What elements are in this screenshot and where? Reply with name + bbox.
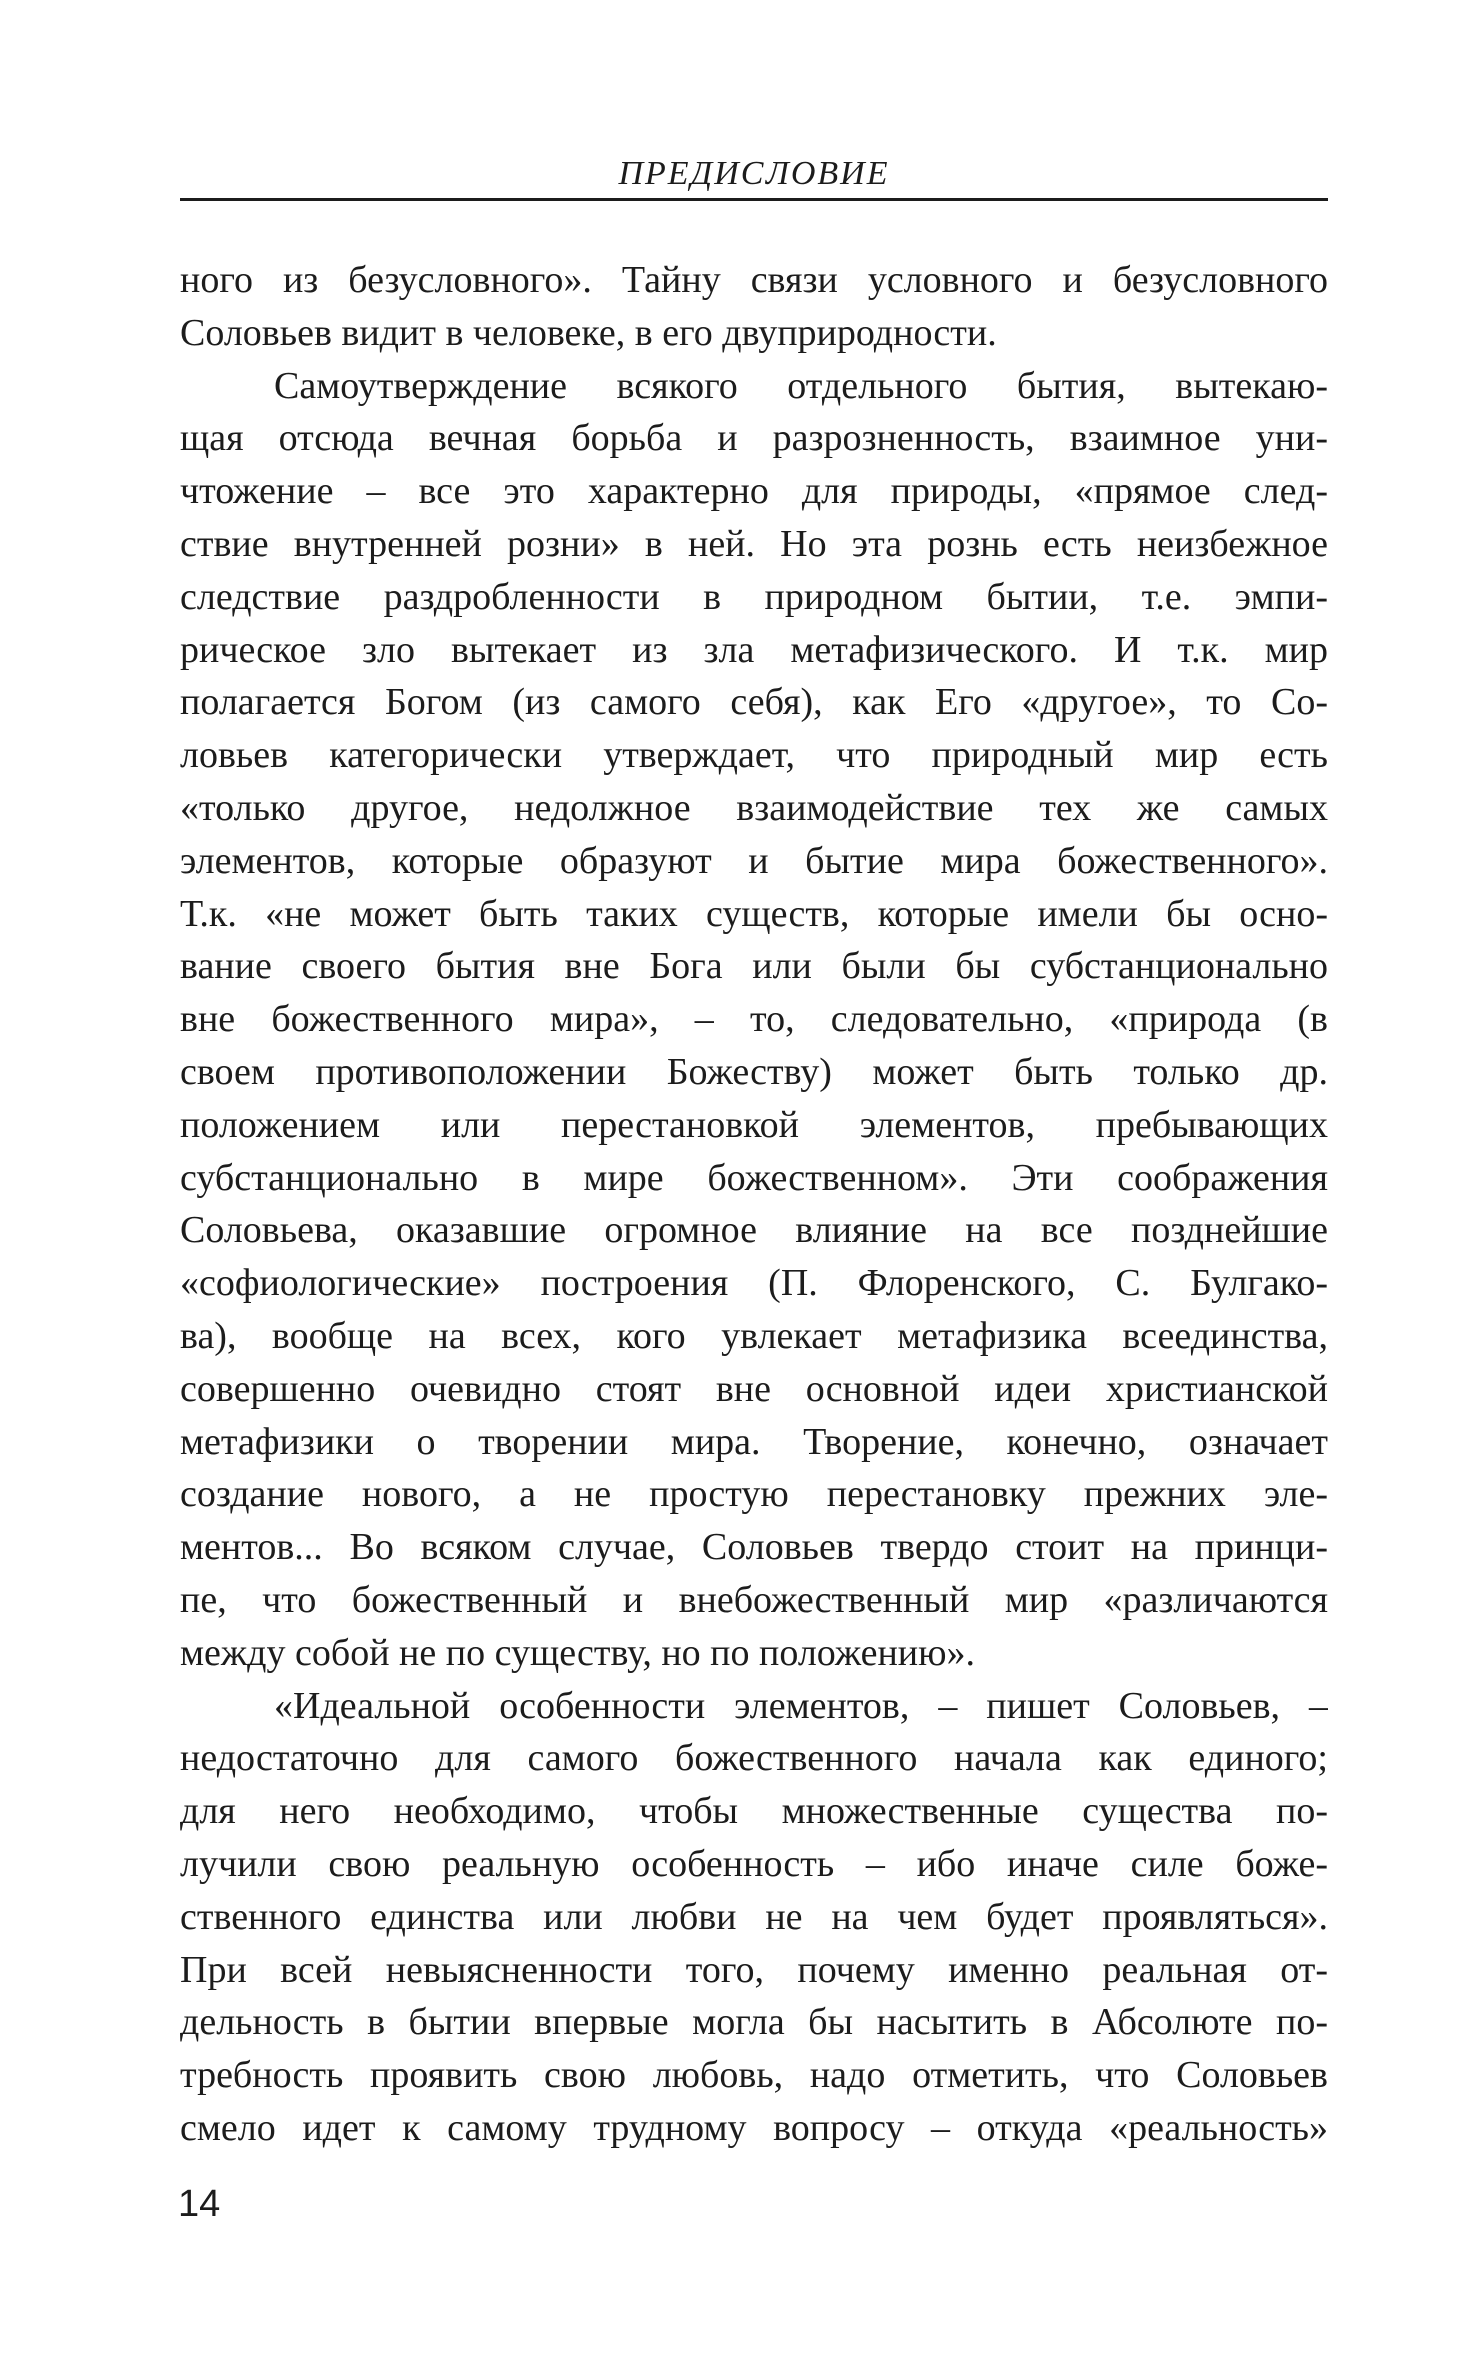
text-line: Т.к. «не может быть таких существ, которые имели бы осно- bbox=[180, 892, 1328, 935]
text-line: элементов, которые образуют и бытие мира божественного». bbox=[180, 839, 1328, 882]
text-line: вне божественного мира», – то, следовательно, «природа (в bbox=[180, 998, 1328, 1041]
text-line: создание нового, а не простую перестановку прежних эле- bbox=[180, 1473, 1328, 1516]
text-line: ва), вообще на всех, кого увлекает метафизика всеединства, bbox=[180, 1314, 1328, 1357]
text-line: рическое зло вытекает из зла метафизического. И т.к. мир bbox=[180, 628, 1328, 671]
text-line: своем противоположении Божеству) может быть только др. bbox=[180, 1050, 1328, 1093]
text-line: требность проявить свою любовь, надо отметить, что Соловьев bbox=[180, 2054, 1328, 2097]
text-line: совершенно очевидно стоят вне основной идеи христианской bbox=[180, 1367, 1328, 1410]
text-line: Соловьев видит в человеке, в его двуприродности. bbox=[180, 311, 997, 354]
text-line: для него необходимо, чтобы множественные существа по- bbox=[180, 1790, 1328, 1833]
text-line: ного из безусловного». Тайну связи условного и безусловного bbox=[180, 259, 1328, 301]
text-line: ствие внутренней розни» в ней. Но эта рознь есть неизбежное bbox=[180, 522, 1328, 565]
text-line: чтожение – все это характерно для природы, «прямое след- bbox=[180, 470, 1328, 513]
text-line: щая отсюда вечная борьба и разрозненность, взаимное уни- bbox=[180, 417, 1328, 460]
text-line: положением или перестановкой элементов, пребывающих bbox=[180, 1103, 1328, 1146]
text-line: «Идеальной особенности элементов, – пишет Соловьев, – bbox=[274, 1684, 1328, 1727]
text-line: «софиологические» построения (П. Флоренского, С. Булгако- bbox=[180, 1262, 1328, 1305]
text-line: ственного единства или любви не на чем будет проявляться». bbox=[180, 1895, 1328, 1938]
text-line: субстанционально в мире божественном». Эти соображения bbox=[180, 1156, 1328, 1199]
text-line: полагается Богом (из самого себя), как Его «другое», то Со- bbox=[180, 681, 1328, 724]
text-line: метафизики о творении мира. Творение, конечно, означает bbox=[180, 1420, 1328, 1463]
text-line: ментов... Во всяком случае, Соловьев твердо стоит на принци- bbox=[180, 1526, 1328, 1569]
text-line: лучили свою реальную особенность – ибо иначе силе боже- bbox=[180, 1842, 1328, 1885]
text-line: «только другое, недолжное взаимодействие тех же самых bbox=[180, 786, 1328, 829]
text-line: Самоутверждение всякого отдельного бытия, вытекаю- bbox=[274, 364, 1328, 407]
text-line: Соловьева, оказавшие огромное влияние на все позднейшие bbox=[180, 1209, 1328, 1252]
text-line: недостаточно для самого божественного начала как единого; bbox=[180, 1737, 1328, 1780]
text-line: ловьев категорически утверждает, что природный мир есть bbox=[180, 734, 1328, 777]
text-line: между собой не по существу, но по положению». bbox=[180, 1631, 976, 1674]
text-line: При всей невыясненности того, почему именно реальная от- bbox=[180, 1948, 1328, 1991]
text-line: дельность в бытии впервые могла бы насытить в Абсолюте по- bbox=[180, 2001, 1328, 2044]
text-line: смело идет к самому трудному вопросу – откуда «реальность» bbox=[180, 2106, 1328, 2149]
page-number: 14 bbox=[178, 2183, 221, 2225]
body-text bbox=[180, 254, 1328, 2155]
text-line: вание своего бытия вне Бога или были бы субстанционально bbox=[180, 945, 1328, 988]
text-line: следствие раздробленности в природном бытии, т.е. эмпи- bbox=[180, 575, 1328, 618]
text-line: пе, что божественный и внебожественный мир «различаются bbox=[180, 1578, 1328, 1621]
running-header: ПРЕДИСЛОВИЕ bbox=[180, 150, 1328, 201]
